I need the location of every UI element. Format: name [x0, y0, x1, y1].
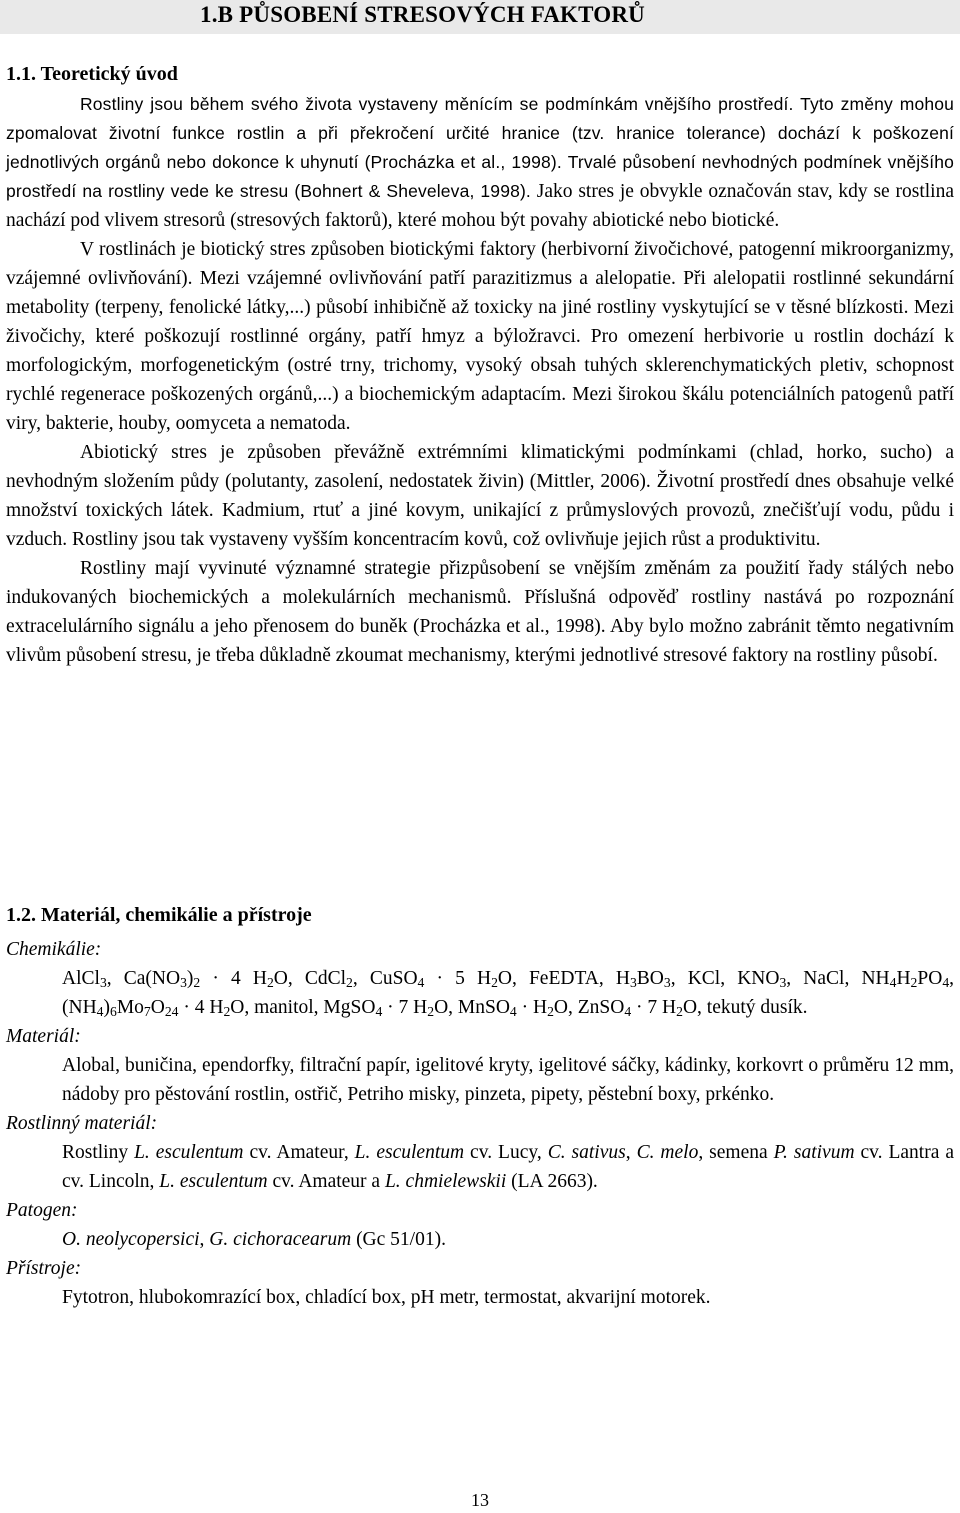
section-heading-materials: 1.2. Materiál, chemikálie a přístroje	[6, 904, 312, 926]
pathogen-label: Patogen:	[6, 1200, 78, 1221]
plant-material-label: Rostlinný materiál:	[6, 1113, 158, 1134]
intro-text-a: Rostliny jsou během svého života vystaveny měnícím se podmínkám vnějšího prostředí. Tyto změny mohou zpomalovat životní funkce rostlin a při překročení určité hranice (tzv. hranice tolerance) dochází k poškození jednotlivých orgánů nebo dokonce k uhynutí (Procházka et al., 1998).	[6, 94, 954, 172]
theory-text	[6, 90, 954, 670]
materials-block	[6, 935, 954, 1312]
page-number: 13	[471, 1490, 489, 1510]
paragraph-adaptation: Rostliny mají vyvinuté významné strategie přizpůsobení se vnějším změnám za použití řady stálých nebo indukovaných biochemických a molekulárních mechanismů. Příslušná odpověď rostliny nastává po rozpoznání extracelulárního signálu a jeho přenosem do buněk (Procházka et al., 1998). Aby bylo možno zabránit těmto negativním vlivům působení stresu, je třeba důkladně zkoumat mechanismy, kterými jednotlivé stresové faktory na rostliny působí.	[6, 558, 954, 666]
material-list: Alobal, buničina, ependorfky, filtrační papír, igelitové kryty, igelitové sáčky, kádinky, korkovrt o průměru 12 mm, nádoby pro pěstování rostlin, ostřič, Petriho misky, pinzeta, pipety, pěstební boxy, prkénko.	[62, 1055, 954, 1105]
material-label: Materiál:	[6, 1026, 81, 1047]
chapter-header-band	[0, 0, 960, 34]
chemicals-label: Chemikálie:	[6, 939, 102, 960]
instruments-list: Fytotron, hlubokomrazící box, chladící box, pH metr, termostat, akvarijní motorek.	[62, 1287, 711, 1308]
pathogen-list: O. neolycopersici, G. cichoracearum (Gc 51/01).	[62, 1229, 446, 1250]
section-heading-theory: 1.1. Teoretický úvod	[6, 63, 178, 85]
intro-text-b: Trvalé působení nevhodných podmínek vnějšího prostředí na rostliny vede ke stresu (Bohnert & Sheveleva, 1998).	[6, 152, 954, 201]
plant-material-list: Rostliny L. esculentum cv. Amateur, L. esculentum cv. Lucy, C. sativus, C. melo, semena P. sativum cv. Lantra a cv. Lincoln, L. esculentum cv. Amateur a L. chmielewskii (LA 2663).	[62, 1142, 954, 1192]
chapter-title: 1.B PŮSOBENÍ STRESOVÝCH FAKTORŮ	[200, 2, 645, 27]
paragraph-abiotic-stress: Abiotický stres je způsoben převážně extrémními klimatickými podmínkami (chlad, horko, sucho) a nevhodným složením půdy (polutanty, zasolení, nedostatek živin) (Mittler, 2006). Životní prostředí dnes obsahuje velké množství toxických látek. Kadmium, rtuť a jiné kovym, unikající z průmyslových provozů, znečišťují vodu, půdu i vzduch. Rostliny jsou tak vystaveny vyšším koncentracím kovů, což ovlivňuje jejich růst a produktivitu.	[6, 442, 954, 550]
paragraph-intro	[6, 90, 954, 235]
instruments-label: Přístroje:	[6, 1258, 82, 1279]
chemicals-list: AlCl$_3$, $Ca(NO_3)_2 \cdot 4$ $H_2O$, CdCl$_2$, CuSO$_4$ · 5 $H_2O$, FeEDTA, $H_3BO_3$, KCl, $KNO_3$, NaCl, $NH_4H_2PO_4$, $(NH_4)_6Mo_7O_{24} \cdot 4$ $H_2O$, manitol, MgSO$_4$ · 7 $H_2O$, MnSO$_4$ · $H_2O$, ZnSO$_4$ · 7 $H_2O$, tekutý dusík.	[62, 968, 955, 1019]
paragraph-biotic-stress: V rostlinách je biotický stres způsoben biotickými faktory (herbivorní živočichové, patogenní mikroorganizmy, vzájemné ovlivňování). Mezi vzájemné ovlivňování patří parazitizmus a alelopatie. Při alelopatii rostlinné sekundární metabolity (terpeny, fenolické látky,...) působí inhibičně až toxicky na jiné rostliny vyskytující se v těsné blízkosti. Mezi živočichy, které poškozují rostlinné orgány, patří hmyz a býložravci. Pro omezení herbivorie u rostlin dochází k morfologickým, morfogenetickým (ostré trny, trichomy, vysoký obsah tuhých sklerenchymatických pletiv, schopnost rychlé regenerace poškozených orgánů,...) a biochemickým adaptacím. Mezi širokou škálu potenciálních patogenů patří viry, bakterie, houby, oomyceta a nematoda.	[6, 239, 954, 434]
intro-text-c: Jako stres je obvykle označován stav, kdy se rostlina nachází pod vlivem stresorů (stresových faktorů), které mohou být povahy abiotické nebo biotické.	[6, 181, 954, 231]
